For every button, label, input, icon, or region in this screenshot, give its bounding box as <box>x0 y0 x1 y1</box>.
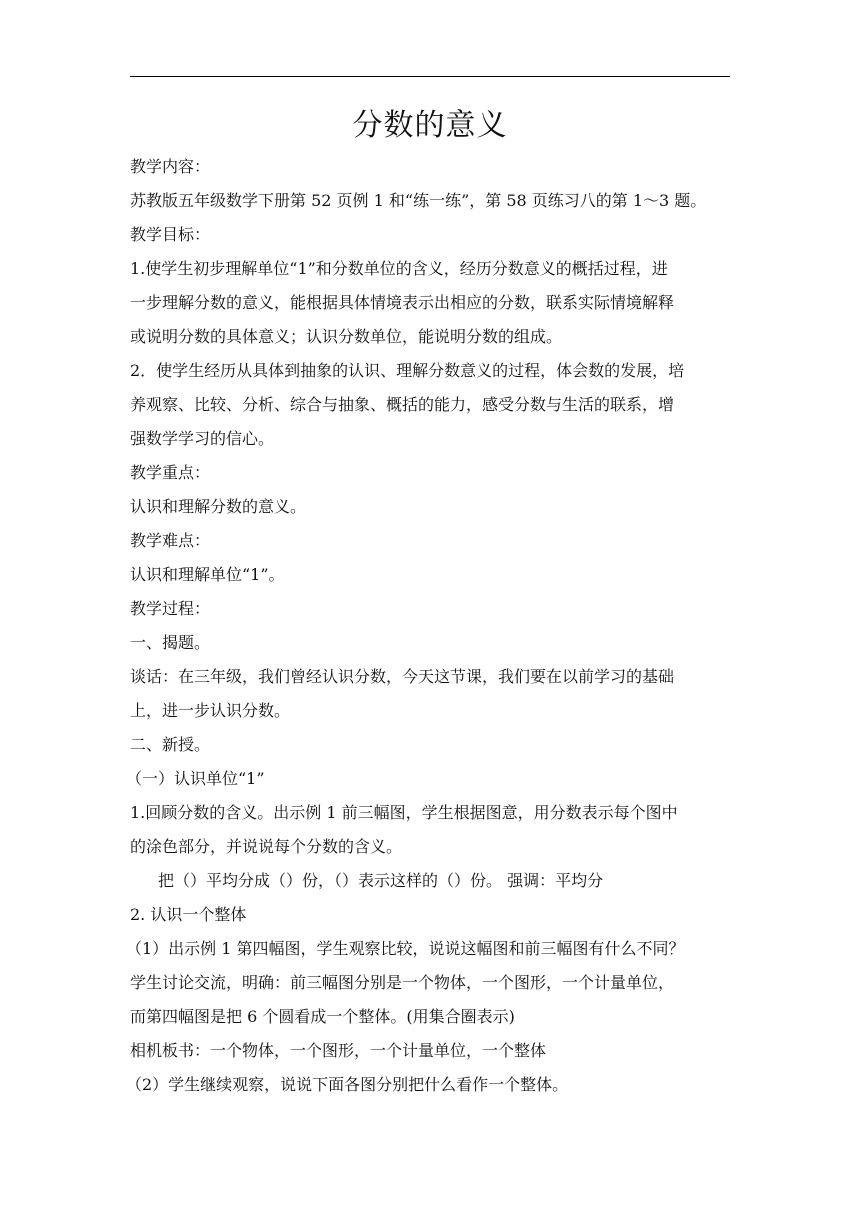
subsection-heading: （一）认识单位“1” <box>126 769 265 788</box>
document-body <box>126 150 736 1102</box>
subsection-heading: 2. 认识一个整体 <box>130 905 247 924</box>
paragraph-line: 养观察、比较、分析、综合与抽象、概括的能力，感受分数与生活的联系，增 <box>130 395 675 414</box>
paragraph-line: 上，进一步认识分数。 <box>130 701 291 720</box>
subsection-heading: 二、新授。 <box>130 735 211 754</box>
paragraph-line: 的涂色部分，并说说每个分数的含义。 <box>130 837 403 856</box>
section-heading-key-points: 教学重点： <box>130 463 211 482</box>
header-rule <box>130 76 730 77</box>
paragraph-line: 而第四幅图是把 6 个圆看成一个整体。(用集合圈表示) <box>130 1007 515 1026</box>
document-title: 分数的意义 <box>352 108 508 143</box>
paragraph-line: 2．使学生经历从具体到抽象的认识、理解分数意义的过程，体会数的发展，培 <box>130 361 685 380</box>
paragraph-line: 或说明分数的具体意义；认识分数单位，能说明分数的组成。 <box>130 327 563 346</box>
paragraph-line: 1.使学生初步理解单位“1”和分数单位的含义，经历分数意义的概括过程，进 <box>130 259 668 278</box>
paragraph-line: 强数学学习的信心。 <box>130 429 275 448</box>
paragraph-line: 认识和理解分数的意义。 <box>130 497 307 516</box>
section-heading-process: 教学过程： <box>130 599 211 618</box>
subsection-heading: 一、揭题。 <box>130 633 211 652</box>
paragraph-line: （1）出示例 1 第四幅图，学生观察比较，说说这幅图和前三幅图有什么不同？ <box>126 939 685 958</box>
section-heading-goals: 教学目标： <box>130 225 211 244</box>
section-heading-difficulties: 教学难点： <box>130 531 211 550</box>
paragraph-line: 认识和理解单位“1”。 <box>130 565 285 584</box>
paragraph-line: 相机板书：一个物体，一个图形，一个计量单位，一个整体 <box>130 1041 547 1060</box>
paragraph-line: 学生讨论交流，明确：前三幅图分别是一个物体，一个图形，一个计量单位， <box>130 973 675 992</box>
paragraph-line: 一步理解分数的意义，能根据具体情境表示出相应的分数，联系实际情境解释 <box>130 293 675 312</box>
paragraph-line: 把（）平均分成（）份，（）表示这样的（）份。 强调：平均分 <box>158 871 604 890</box>
paragraph-line: 1.回顾分数的含义。出示例 1 前三幅图，学生根据图意，用分数表示每个图中 <box>130 803 678 822</box>
paragraph-line: 谈话：在三年级，我们曾经认识分数，今天这节课，我们要在以前学习的基础 <box>130 667 675 686</box>
paragraph-line: （2）学生继续观察，说说下面各图分别把什么看作一个整体。 <box>126 1075 569 1094</box>
section-heading-content: 教学内容： <box>130 157 211 176</box>
paragraph-line: 苏教版五年级数学下册第 52 页例 1 和“练一练”，第 58 页练习八的第 1～3 题。 <box>130 191 707 210</box>
